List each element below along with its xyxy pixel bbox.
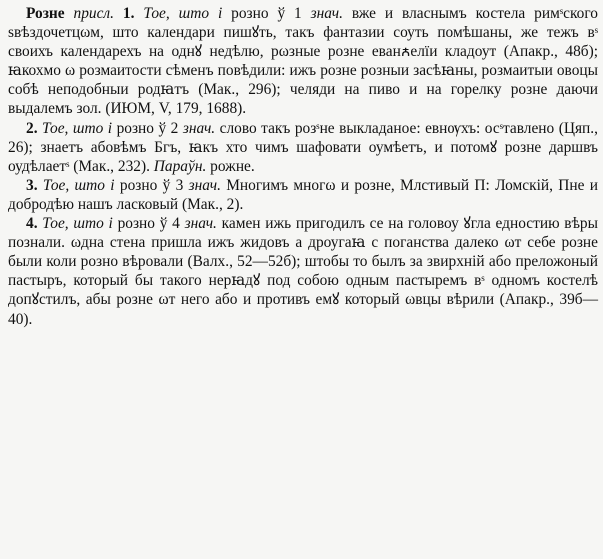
sense-2-reference: розно ў 2 xyxy=(116,119,179,137)
sense-3-paragraph xyxy=(8,176,598,214)
sense-2-paraun-word: рожне. xyxy=(210,157,255,175)
sense-3-text: Многимъ многω и розне, Млстивый П: Ломскій, Пне и добродѣю нашъ ласковый (Мак., 2). xyxy=(8,176,598,213)
sense-3-definition: Тое, што і xyxy=(42,176,115,194)
sense-2-paragraph xyxy=(8,119,598,176)
sense-2-paraun-label: Параўн. xyxy=(153,157,207,175)
sense-4-reference: розно ў 4 xyxy=(117,215,180,233)
sense-2-text: слово такъ розˢне выкладаное: евнѹхъ: осˢтавлено (Цяп., 26); знаетъ абовѣмъ Бгъ, ꙗкъ хто чимъ шафовати оумѣетъ, и потомꙋ розне даршвъ оудѣлаетˢ (Мак., 232). xyxy=(8,119,598,175)
sense-4-definition: Тое, што і xyxy=(42,215,113,233)
sense-2-znach: знач. xyxy=(182,119,216,137)
sense-4-text: камен ижь пригодилъ се на головоу ꙋгла едностию вѣры познали. ωдна стена пришла ижъ жидовъ а дроугаꙗ с поганства далеко ωт себе розне были коли розно вѣровали (Валх., 52—52б); штобы то былъ за звирхній або преложоный пастыръ, который бы такого нерꙗдꙋ под собою одным пастыремъ вˢ одномъ костелѣ допꙋстилъ, абы розне ωт него або и противъ емꙋ который ωвцы вѣрили (Апакр., 39б—40). xyxy=(8,215,598,328)
sense-4-number: 4. xyxy=(26,215,38,233)
headword: Розне xyxy=(26,5,65,22)
sense-1-znach: знач. xyxy=(310,5,343,22)
part-of-speech: присл. xyxy=(73,5,114,22)
sense-4-paragraph xyxy=(8,214,598,329)
sense-1-reference: розно ў 1 xyxy=(231,5,302,22)
sense-4-znach: знач. xyxy=(184,215,217,233)
sense-2-definition: Тое, што і xyxy=(42,119,113,137)
sense-1-text: вже и власнымъ костела римˢского ѕвѣздочетцωм, што календари пишꙋть, такъ фантазии соуть помѣшаны, же тежъ вˢ своихъ календарехъ на однꙋ недѣлю, рωзные розне еванꙉелїи кладоут (Апакр., 48б); ꙗкохмо ω розмаитости сѣменъ повѣдили: ижъ розне розныи засѣꙗны, розмаитыи овоцы собѣ неподобныи родꙗтъ (Мак., 296); челяди на пиво и на горелку розне даючи выдалемъ зол. (ИЮМ, V, 179, 1688). xyxy=(8,5,598,118)
sense-3-number: 3. xyxy=(26,176,38,194)
sense-1-paragraph xyxy=(8,4,598,119)
sense-3-znach: знач. xyxy=(188,176,221,194)
sense-3-reference: розно ў 3 xyxy=(119,176,184,194)
sense-2-number: 2. xyxy=(26,119,38,137)
sense-1-definition: Тое, што і xyxy=(143,5,223,22)
sense-1-number: 1. xyxy=(122,5,135,22)
dictionary-entry xyxy=(8,4,598,329)
